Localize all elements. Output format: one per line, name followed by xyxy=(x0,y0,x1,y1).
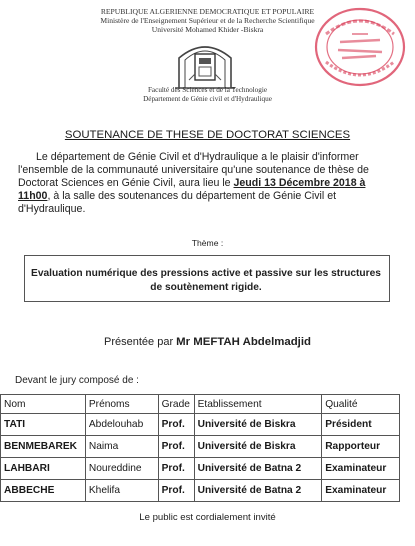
col-header-grade: Grade xyxy=(158,395,194,414)
jury-firstname: Noureddine xyxy=(85,458,158,480)
jury-institution: Université de Batna 2 xyxy=(194,458,322,480)
table-row xyxy=(1,458,400,480)
department-line: Département de Génie civil et d'Hydraulique xyxy=(143,95,272,103)
jury-name: TATI xyxy=(1,414,86,436)
header-line-republic: REPUBLIQUE ALGERIENNE DEMOCRATIQUE ET POPULAIRE xyxy=(100,7,315,16)
jury-institution: Université de Batna 2 xyxy=(194,480,322,502)
jury-institution: Université de Biskra xyxy=(194,414,322,436)
jury-role: Examinateur xyxy=(322,458,400,480)
col-header-institution: Etablissement xyxy=(194,395,322,414)
page-title xyxy=(0,129,415,141)
jury-intro: Devant le jury composé de : xyxy=(15,375,139,386)
jury-name: ABBECHE xyxy=(1,480,86,502)
jury-grade: Prof. xyxy=(158,436,194,458)
jury-firstname: Abdelouhab xyxy=(85,414,158,436)
jury-role: Examinateur xyxy=(322,480,400,502)
footer-invitation: Le public est cordialement invité xyxy=(139,512,276,523)
announcement-paragraph xyxy=(18,151,398,216)
page-title-text: SOUTENANCE DE THESE DE DOCTORAT SCIENCES xyxy=(64,129,351,141)
faculty-line: Faculté des Sciences et de la Technologie xyxy=(147,86,268,94)
official-stamp-icon xyxy=(312,4,408,90)
theme-text: Evaluation numérique des pressions active et passive sur les structures de soutènement rigide. xyxy=(31,268,381,293)
jury-role: Président xyxy=(322,414,400,436)
jury-firstname: Naima xyxy=(85,436,158,458)
jury-grade: Prof. xyxy=(158,414,194,436)
table-row xyxy=(1,480,400,502)
col-header-name: Nom xyxy=(1,395,86,414)
header-line-ministry: Ministère de l'Enseignement Supérieur et de la Recherche Scientifique xyxy=(100,16,315,25)
jury-name: BENMEBAREK xyxy=(1,436,86,458)
header-line-university: Université Mohamed Khider -Biskra xyxy=(151,25,264,34)
jury-role: Rapporteur xyxy=(322,436,400,458)
col-header-role: Qualité xyxy=(322,395,400,414)
jury-table xyxy=(0,394,400,502)
defense-date: Jeudi 13 Décembre 2018 à 11h00 xyxy=(18,177,366,202)
announcement-text-end: , à la salle des soutenances du département de Génie Civil et d'Hydraulique. xyxy=(18,190,337,215)
jury-grade: Prof. xyxy=(158,480,194,502)
jury-institution: Université de Biskra xyxy=(194,436,322,458)
presenter-name: Mr MEFTAH Abdelmadjid xyxy=(176,336,311,348)
theme-label: Thème : xyxy=(191,238,224,248)
col-header-firstname: Prénoms xyxy=(85,395,158,414)
table-row xyxy=(1,414,400,436)
jury-firstname: Khelifa xyxy=(85,480,158,502)
table-row xyxy=(1,436,400,458)
jury-grade: Prof. xyxy=(158,458,194,480)
announcement-text-start: Le département de Génie Civil et d'Hydraulique a le plaisir d'informer l'ensemble de la communauté universitaire qu'une soutenance de thèse de Doctorat Sciences en Génie Civil, aura lieu le xyxy=(18,151,369,189)
jury-name: LAHBARI xyxy=(1,458,86,480)
presenter-line xyxy=(0,336,415,348)
university-logo-icon xyxy=(173,40,237,90)
jury-header-row xyxy=(1,395,400,414)
presenter-prefix: Présentée par xyxy=(104,336,177,348)
